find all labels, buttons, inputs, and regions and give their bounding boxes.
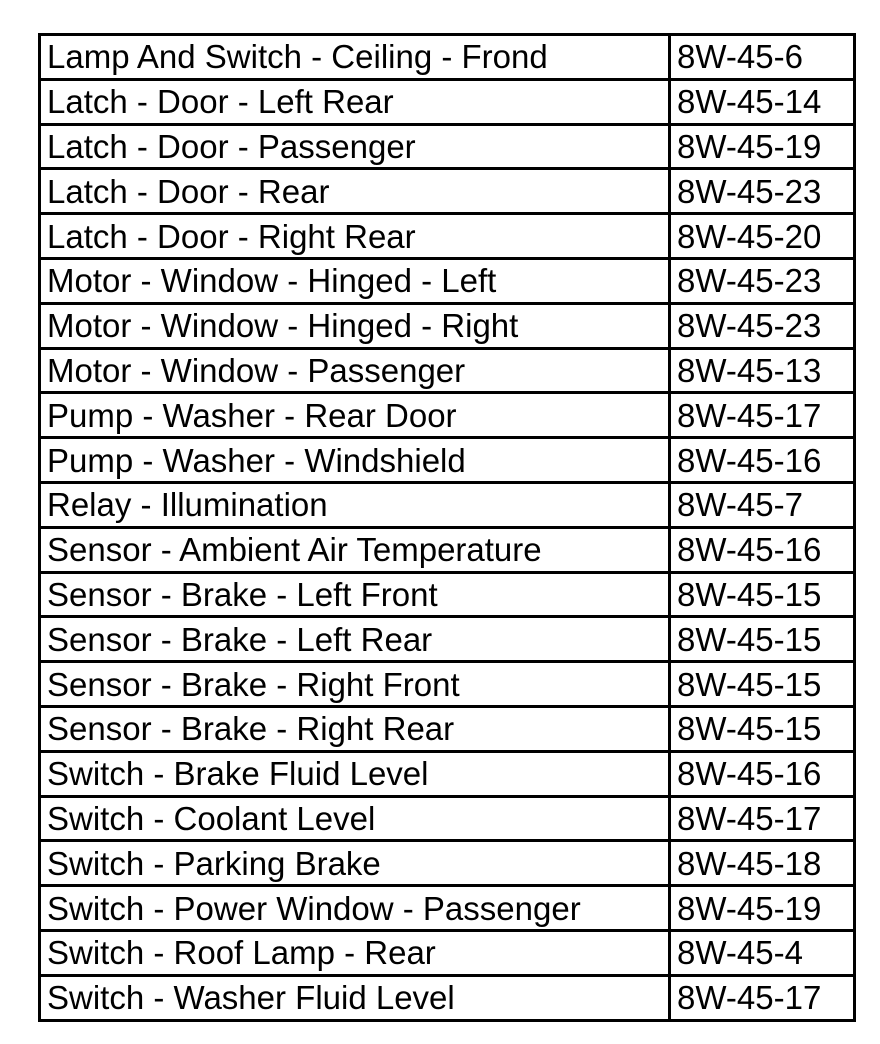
table-row [40,930,855,975]
component-name-cell: Motor - Window - Hinged - Right [40,303,670,348]
page-reference-cell: 8W-45-18 [670,841,855,886]
page-reference-cell: 8W-45-17 [670,796,855,841]
table-row [40,35,855,80]
component-name-cell: Latch - Door - Rear [40,169,670,214]
component-name-cell: Switch - Coolant Level [40,796,670,841]
table-row [40,662,855,707]
table-row [40,258,855,303]
component-name-cell: Sensor - Brake - Left Rear [40,617,670,662]
table-row [40,841,855,886]
component-name-cell: Relay - Illumination [40,482,670,527]
component-name-cell: Switch - Brake Fluid Level [40,751,670,796]
page-reference-cell: 8W-45-23 [670,258,855,303]
component-name-cell: Sensor - Brake - Right Front [40,662,670,707]
table-row [40,975,855,1020]
table-row [40,124,855,169]
page-reference-cell: 8W-45-6 [670,35,855,80]
component-name-cell: Pump - Washer - Rear Door [40,393,670,438]
page-reference-cell: 8W-45-20 [670,214,855,259]
page-reference-cell: 8W-45-14 [670,79,855,124]
component-name-cell: Motor - Window - Passenger [40,348,670,393]
component-name-cell: Sensor - Brake - Right Rear [40,706,670,751]
page-reference-cell: 8W-45-23 [670,303,855,348]
component-name-cell: Motor - Window - Hinged - Left [40,258,670,303]
table-row [40,348,855,393]
table-row [40,482,855,527]
table-row [40,393,855,438]
page-reference-cell: 8W-45-19 [670,886,855,931]
table-row [40,527,855,572]
component-name-cell: Latch - Door - Passenger [40,124,670,169]
page-reference-cell: 8W-45-16 [670,751,855,796]
page-reference-cell: 8W-45-23 [670,169,855,214]
page-reference-cell: 8W-45-16 [670,527,855,572]
page-reference-cell: 8W-45-15 [670,617,855,662]
table-row [40,572,855,617]
table-row [40,303,855,348]
table-row [40,886,855,931]
page-reference-cell: 8W-45-13 [670,348,855,393]
table-row [40,706,855,751]
table-body [40,35,855,1021]
table-row [40,617,855,662]
component-name-cell: Lamp And Switch - Ceiling - Frond [40,35,670,80]
page-reference-cell: 8W-45-7 [670,482,855,527]
component-index-table [38,33,856,1022]
component-name-cell: Latch - Door - Right Rear [40,214,670,259]
component-name-cell: Switch - Washer Fluid Level [40,975,670,1020]
component-name-cell: Sensor - Ambient Air Temperature [40,527,670,572]
page-reference-cell: 8W-45-17 [670,393,855,438]
table-row [40,169,855,214]
table-row [40,214,855,259]
component-name-cell: Pump - Washer - Windshield [40,438,670,483]
page-reference-cell: 8W-45-19 [670,124,855,169]
component-name-cell: Latch - Door - Left Rear [40,79,670,124]
page-reference-cell: 8W-45-15 [670,706,855,751]
component-name-cell: Sensor - Brake - Left Front [40,572,670,617]
table-row [40,79,855,124]
component-name-cell: Switch - Parking Brake [40,841,670,886]
page-reference-cell: 8W-45-16 [670,438,855,483]
table-row [40,751,855,796]
component-index-table-container [38,33,853,1022]
table-row [40,796,855,841]
page-reference-cell: 8W-45-17 [670,975,855,1020]
component-name-cell: Switch - Power Window - Passenger [40,886,670,931]
table-row [40,438,855,483]
page-reference-cell: 8W-45-15 [670,572,855,617]
page-reference-cell: 8W-45-15 [670,662,855,707]
page-reference-cell: 8W-45-4 [670,930,855,975]
component-name-cell: Switch - Roof Lamp - Rear [40,930,670,975]
